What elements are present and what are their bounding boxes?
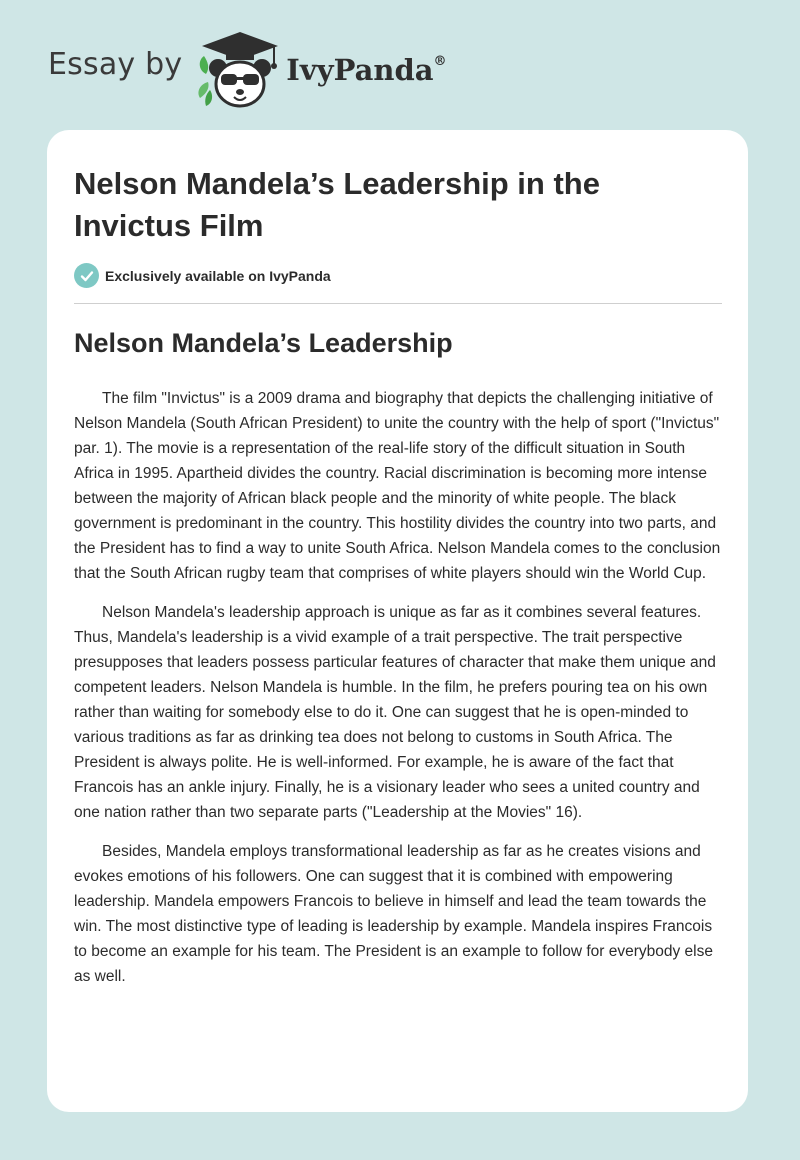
brand-text: IvyPanda [286, 53, 434, 87]
exclusive-badge [74, 263, 331, 288]
paragraph: Nelson Mandela's leadership approach is unique as far as it combines several features. Thus, Mandela's leadership is a vivid example of a trait perspective. The trait perspective presupposes that leaders possess particular features of character that make them unique and competent leaders. Nelson Mandela is humble. In the film, he prefers pouring tea on his own rather than waiting for somebody else to do it. One can suggest that he is open-minded to various traditions as far as drinking tea does not belong to customs in South Africa. The President is always polite. He is well-informed. For example, he is aware of the fact that Francois has an ankle injury. Finally, he is a visionary leader who sees a united country and one nation rather than two separate parts ("Leadership at the Movies" 16). [74, 604, 716, 821]
paragraph: Besides, Mandela employs transformational leadership as far as he creates visions and evokes emotions of his followers. One can suggest that it is combined with empowering leadership. Mandela empowers Francois to believe in himself and lead the team towards the win. The most distinctive type of leading is leadership by example. Mandela inspires Francois to become an example for his team. The President is an example to follow for everybody else as well. [74, 843, 713, 985]
essay-body [74, 386, 724, 1003]
paragraph: The film "Invictus" is a 2009 drama and biography that depicts the challenging initiative of Nelson Mandela (South African President) to unite the country with the help of sport ("Invictus" par. 1). The movie is a representation of the real-life story of the difficult situation in South Africa in 1995. Apartheid divides the country. Racial discrimination is becoming more intense between the majority of African black people and the minority of white people. The black government is predominant in the country. This hostility divides the country into two parts, and the President has to find a way to unite South Africa. Nelson Mandela comes to the conclusion that the South African rugby team that comprises of white players should win the World Cup. [74, 390, 721, 582]
essay-by-label: Essay by [48, 46, 183, 82]
check-circle-icon [74, 263, 99, 288]
divider [74, 303, 722, 304]
panda-logo-icon[interactable] [196, 30, 282, 110]
site-header [48, 30, 447, 110]
brand-name[interactable] [286, 53, 446, 87]
section-title: Nelson Mandela’s Leadership [74, 328, 453, 358]
exclusive-label: Exclusively available on IvyPanda [105, 267, 331, 284]
essay-card [47, 130, 748, 1112]
page-title: Nelson Mandela’s Leadership in the Invictus Film [74, 166, 600, 243]
registered-mark: ® [433, 54, 447, 70]
